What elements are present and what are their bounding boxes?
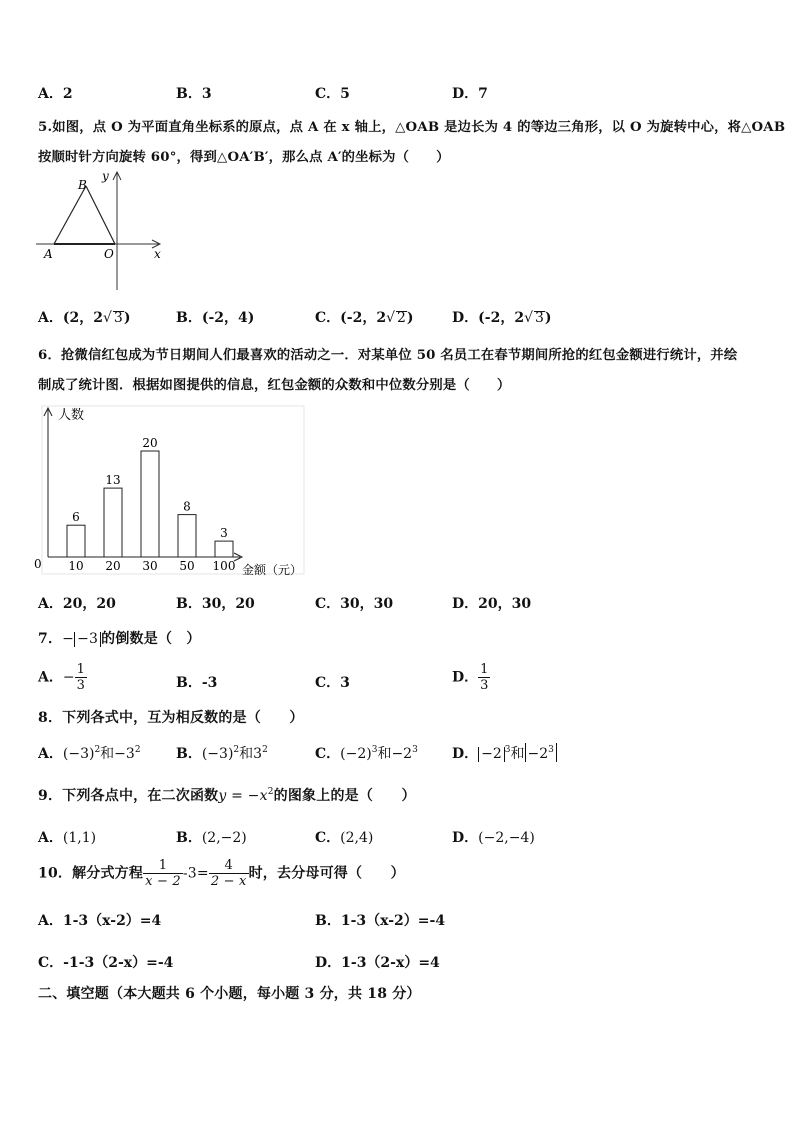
q7-expr-sign: − xyxy=(62,631,75,647)
q5-option-c[interactable]: C．(-2，2√ 2) xyxy=(315,310,414,326)
q8-option-b-exp: 2 xyxy=(233,745,240,755)
q10-mid: -3= xyxy=(182,865,209,882)
q9-option-b-label: B． xyxy=(176,830,202,846)
x-tick-label: 50 xyxy=(179,559,195,573)
q5-option-a-suffix: ) xyxy=(123,310,131,326)
q6-option-b[interactable]: B．30，20 xyxy=(176,596,255,612)
bar-value-label: 13 xyxy=(105,473,121,488)
q7-stem xyxy=(38,628,201,648)
q5-option-a[interactable]: A．(2，2√ 3) xyxy=(38,310,131,326)
q8-option-c-mid: 和−2 xyxy=(377,746,413,762)
q8-option-d-label: D． xyxy=(452,746,479,762)
q8-option-c-expr: (−2) xyxy=(340,746,372,762)
q8-option-d-abs1: −2 xyxy=(478,747,505,762)
q8-option-a-expr: (−3) xyxy=(62,746,95,762)
q7-number: 7． xyxy=(38,631,63,647)
q8-option-c-label: C． xyxy=(315,746,341,762)
q7-option-d-denominator: 3 xyxy=(480,678,489,693)
q5-option-b-text: B．(-2，4) xyxy=(176,310,255,326)
q5-option-a-radicand: 3 xyxy=(113,310,123,326)
bar-value-label: 8 xyxy=(183,499,191,514)
q7-option-a-denominator: 3 xyxy=(76,678,85,693)
q7-tail: 的倒数是（ ） xyxy=(101,631,201,647)
q8-option-d-exp2: 3 xyxy=(548,745,554,755)
q9-function: y = −x xyxy=(218,788,268,804)
q5-stem-line1: 5.如图，点 O 为平面直角坐标系的原点，点 A 在 x 轴上，△OAB 是边长为 4 的等边三角形，以 O 为旋转中心，将△OAB xyxy=(38,120,786,135)
q8-option-c-exp2: 3 xyxy=(412,745,418,755)
q7-option-a-sign: − xyxy=(62,669,75,686)
q4-option-b[interactable]: B．3 xyxy=(176,86,212,102)
bar xyxy=(141,451,159,557)
q5-option-d-radicand: 3 xyxy=(534,310,544,326)
q4-option-d[interactable]: D．7 xyxy=(452,86,488,102)
q6-option-a[interactable]: A．20，20 xyxy=(38,596,116,612)
q10-frac2-denominator: 2 − x xyxy=(210,874,247,889)
q6-bar-chart xyxy=(34,402,314,582)
q10-stem-post: 时，去分母可得（ ） xyxy=(248,865,405,882)
q7-option-a-label: A． xyxy=(38,669,63,686)
label-o: O xyxy=(104,247,114,261)
q5-option-c-radicand: 2 xyxy=(396,310,406,326)
q10-frac2-numerator: 4 xyxy=(209,858,249,874)
q4-option-a[interactable]: A．2 xyxy=(38,86,73,102)
q8-option-a[interactable] xyxy=(38,743,141,763)
bar xyxy=(215,541,233,557)
q8-option-b-exp2: 2 xyxy=(262,745,268,755)
q8-option-b-expr: (−3) xyxy=(201,746,234,762)
q8-option-a-exp2: 2 xyxy=(134,745,141,755)
q5-triangle-figure xyxy=(36,168,166,293)
section-2-heading: 二、填空题（本大题共 6 个小题，每小题 3 分，共 18 分） xyxy=(38,986,421,1002)
q10-stem-pre: 10．解分式方程 xyxy=(38,865,144,882)
q7-option-a[interactable] xyxy=(38,662,87,693)
label-y: y xyxy=(102,169,109,183)
x-tick-label: 20 xyxy=(105,559,121,573)
x-tick-label: 100 xyxy=(212,559,236,573)
q9-stem xyxy=(38,785,416,805)
q7-expr-abs: −3 xyxy=(74,632,101,647)
q7-option-d[interactable] xyxy=(452,662,490,693)
q8-option-d[interactable] xyxy=(452,743,557,763)
x-axis-label: 金额（元） xyxy=(242,563,303,577)
q9-option-d[interactable] xyxy=(452,827,535,847)
q9-option-b[interactable] xyxy=(176,827,247,847)
q10-option-c[interactable]: C．-1-3（2-x）=-4 xyxy=(38,955,174,971)
q6-stem-line2: 制成了统计图．根据如图提供的信息，红包金额的众数和中位数分别是（ ） xyxy=(38,378,511,393)
q8-option-a-exp: 2 xyxy=(94,745,101,755)
label-x: x xyxy=(154,247,161,261)
q9-option-a[interactable] xyxy=(38,827,96,847)
label-a: A xyxy=(44,247,53,261)
q9-option-c-value: (2,4) xyxy=(340,830,374,846)
q8-option-b[interactable] xyxy=(176,743,268,763)
q10-option-d[interactable]: D．1-3（2-x）=4 xyxy=(315,955,440,971)
q9-stem-pre: 9．下列各点中，在二次函数 xyxy=(38,788,219,804)
q10-option-b[interactable]: B．1-3（x-2）=-4 xyxy=(315,913,446,929)
q9-option-b-value: (2,−2) xyxy=(201,830,247,846)
q7-option-a-numerator: 1 xyxy=(76,662,85,677)
q6-option-d[interactable]: D．20，30 xyxy=(452,596,532,612)
bar-value-label: 3 xyxy=(220,526,228,541)
q5-option-d-prefix: D．(-2，2 xyxy=(452,310,525,326)
q8-option-d-exp: 3 xyxy=(504,745,511,755)
q9-option-c-label: C． xyxy=(315,830,341,846)
q9-option-a-value: (1,1) xyxy=(62,830,97,846)
side-bo xyxy=(86,186,115,244)
q7-option-d-label: D． xyxy=(452,669,479,686)
q9-option-a-label: A． xyxy=(38,830,63,846)
q9-option-d-value: (−2,−4) xyxy=(478,830,535,846)
q5-option-d[interactable]: D．(-2，2√ 3) xyxy=(452,310,552,326)
q5-option-b[interactable] xyxy=(176,307,254,327)
q6-stem-line1: 6．抢微信红包成为节日期间人们最喜欢的活动之一．对某单位 50 名员工在春节期间所抢的红包金额进行统计，并绘 xyxy=(38,348,738,363)
q10-option-a[interactable]: A．1-3（x-2）=4 xyxy=(38,913,162,929)
q8-option-b-mid: 和3 xyxy=(239,746,263,762)
q8-option-c-exp: 3 xyxy=(371,745,378,755)
label-b: B xyxy=(78,178,87,192)
q9-function-exp: 2 xyxy=(267,787,274,797)
q8-option-d-abs2: −2 xyxy=(527,746,549,762)
q5-stem-line2: 按顺时针方向旋转 60°，得到△OA′B′，那么点 A′的坐标为（ ） xyxy=(38,150,450,165)
q8-option-a-mid: 和−3 xyxy=(100,746,135,762)
q9-stem-post: 的图象上的是（ ） xyxy=(273,788,416,804)
q5-option-d-suffix: ) xyxy=(544,310,552,326)
q10-frac1-denominator: x − 2 xyxy=(145,874,181,889)
q6-option-c[interactable]: C．30，30 xyxy=(315,596,394,612)
q8-stem: 8．下列各式中，互为相反数的是（ ） xyxy=(38,710,304,726)
y-axis-label: 人数 xyxy=(58,408,85,423)
q7-option-b[interactable]: B．-3 xyxy=(176,675,218,691)
bar xyxy=(178,515,196,557)
q7-option-c[interactable]: C．3 xyxy=(315,675,350,691)
bar-value-label: 6 xyxy=(72,510,80,525)
x-tick-label: 10 xyxy=(68,559,84,573)
side-ab xyxy=(54,186,86,244)
q4-option-c[interactable]: C．5 xyxy=(315,86,350,102)
x-tick-label: 30 xyxy=(142,559,158,573)
q10-frac1-numerator: 1 xyxy=(143,858,183,874)
q5-option-c-suffix: ) xyxy=(406,310,414,326)
q8-option-d-mid: 和 xyxy=(510,746,525,762)
q8-option-a-label: A． xyxy=(38,746,63,762)
q9-option-d-label: D． xyxy=(452,830,479,846)
q7-option-d-numerator: 1 xyxy=(480,662,489,677)
q9-option-c[interactable] xyxy=(315,827,373,847)
bar xyxy=(104,488,122,557)
bar-value-label: 20 xyxy=(142,436,158,450)
origin-label: 0 xyxy=(34,557,42,571)
q8-option-b-label: B． xyxy=(176,746,202,762)
bar xyxy=(67,525,85,557)
q8-option-c[interactable] xyxy=(315,743,418,763)
q5-option-c-prefix: C．(-2，2 xyxy=(315,310,387,326)
q10-stem xyxy=(38,858,405,889)
q5-option-a-prefix: A．(2，2 xyxy=(38,310,103,326)
